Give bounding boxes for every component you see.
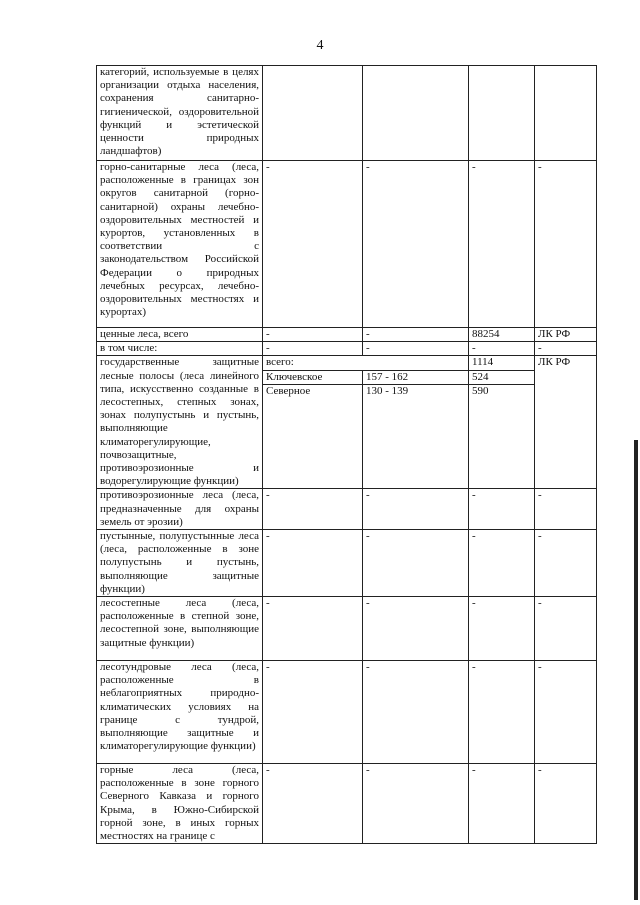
table-row: [97, 530, 597, 597]
quarters-cell: -: [363, 597, 469, 661]
forestry-cell: -: [263, 328, 363, 342]
category-description: государственные защитные лесные полосы (леса линейного типа, искусственно созданные в лесостепных, степных зонах, зонах полупустынь и пустынь, выполняющие климаторегулирующие, почвозащитные, противоэрозионные и водорегулирующие функции): [97, 356, 263, 489]
category-description: категорий, используемые в целях организации отдыха населения, сохранения санитарно-гигиенической, оздоровительной функций и эстетической ценности природных ландшафтов): [97, 66, 263, 161]
forestry-cell: -: [263, 764, 363, 844]
table-row: [97, 764, 597, 844]
quarters-cell: -: [363, 342, 469, 356]
basis-cell: -: [535, 661, 597, 764]
category-description: горные леса (леса, расположенные в зоне горного Северного Кавказа и горного Крыма, в Южно-Сибирской горной зоне, в иных горных местностях на границе с: [97, 764, 263, 844]
category-description: горно-санитарные леса (леса, расположенные в границах зон округов санитарной (горно-санитарной) охраны лечебно-оздоровительных местностей и курортов, установленных в соответствии с законодательством Российской Федерации о природных лечебных ресурсах, лечебно-оздоровительных местностях и курортах): [97, 161, 263, 328]
forestry-cell: -: [263, 530, 363, 597]
basis-cell: -: [535, 342, 597, 356]
area-cell: -: [469, 161, 535, 328]
area-cell: -: [469, 764, 535, 844]
scan-edge-line: [634, 440, 638, 900]
area-cell: -: [469, 597, 535, 661]
area-cell: -: [469, 530, 535, 597]
forestry-area: 590: [469, 384, 535, 489]
area-cell: -: [469, 342, 535, 356]
quarters-range: 157 - 162: [363, 370, 469, 384]
category-description: лесостепные леса (леса, расположенные в степной зоне, лесостепной зоне, выполняющие защитные функции): [97, 597, 263, 661]
quarters-cell: -: [363, 161, 469, 328]
table-row: [97, 161, 597, 328]
area-cell: 88254: [469, 328, 535, 342]
category-description: пустынные, полупустынные леса (леса, расположенные в зоне полупустынь и пустынь, выполняющие защитные функции): [97, 530, 263, 597]
forestry-cell: -: [263, 597, 363, 661]
table-row: [97, 597, 597, 661]
basis-cell: -: [535, 161, 597, 328]
basis-cell: -: [535, 530, 597, 597]
forestry-name: Ключевское: [263, 370, 363, 384]
table-row: [97, 328, 597, 342]
total-label: всего:: [263, 356, 469, 370]
quarters-cell: -: [363, 530, 469, 597]
table-row: [97, 489, 597, 530]
page-number: 4: [316, 38, 324, 53]
basis-cell: -: [535, 489, 597, 530]
basis-cell: ЛК РФ: [535, 356, 597, 489]
quarters-cell: -: [363, 489, 469, 530]
table-row: [97, 342, 597, 356]
forestry-cell: -: [263, 342, 363, 356]
area-cell: [469, 66, 535, 161]
forestry-area: 524: [469, 370, 535, 384]
basis-cell: -: [535, 597, 597, 661]
quarters-cell: -: [363, 661, 469, 764]
basis-cell: ЛК РФ: [535, 328, 597, 342]
category-description: ценные леса, всего: [97, 328, 263, 342]
category-description: в том числе:: [97, 342, 263, 356]
forestry-cell: -: [263, 489, 363, 530]
forest-category-table: [96, 65, 597, 844]
table-row: [97, 356, 597, 370]
category-description: противоэрозионные леса (леса, предназначенные для охраны земель от эрозии): [97, 489, 263, 530]
quarters-cell: -: [363, 764, 469, 844]
total-area: 1114: [469, 356, 535, 370]
basis-cell: [535, 66, 597, 161]
basis-cell: -: [535, 764, 597, 844]
area-cell: -: [469, 661, 535, 764]
forestry-name: Северное: [263, 384, 363, 489]
quarters-cell: -: [363, 328, 469, 342]
category-description: лесотундровые леса (леса, расположенные в неблагоприятных природно-климатических условиях на границе с тундрой, выполняющие защитные и климаторегулирующие функции): [97, 661, 263, 764]
forestry-cell: -: [263, 161, 363, 328]
forestry-cell: [263, 66, 363, 161]
table-row: [97, 661, 597, 764]
forestry-cell: -: [263, 661, 363, 764]
quarters-cell: [363, 66, 469, 161]
quarters-range: 130 - 139: [363, 384, 469, 489]
table-row: [97, 66, 597, 161]
area-cell: -: [469, 489, 535, 530]
